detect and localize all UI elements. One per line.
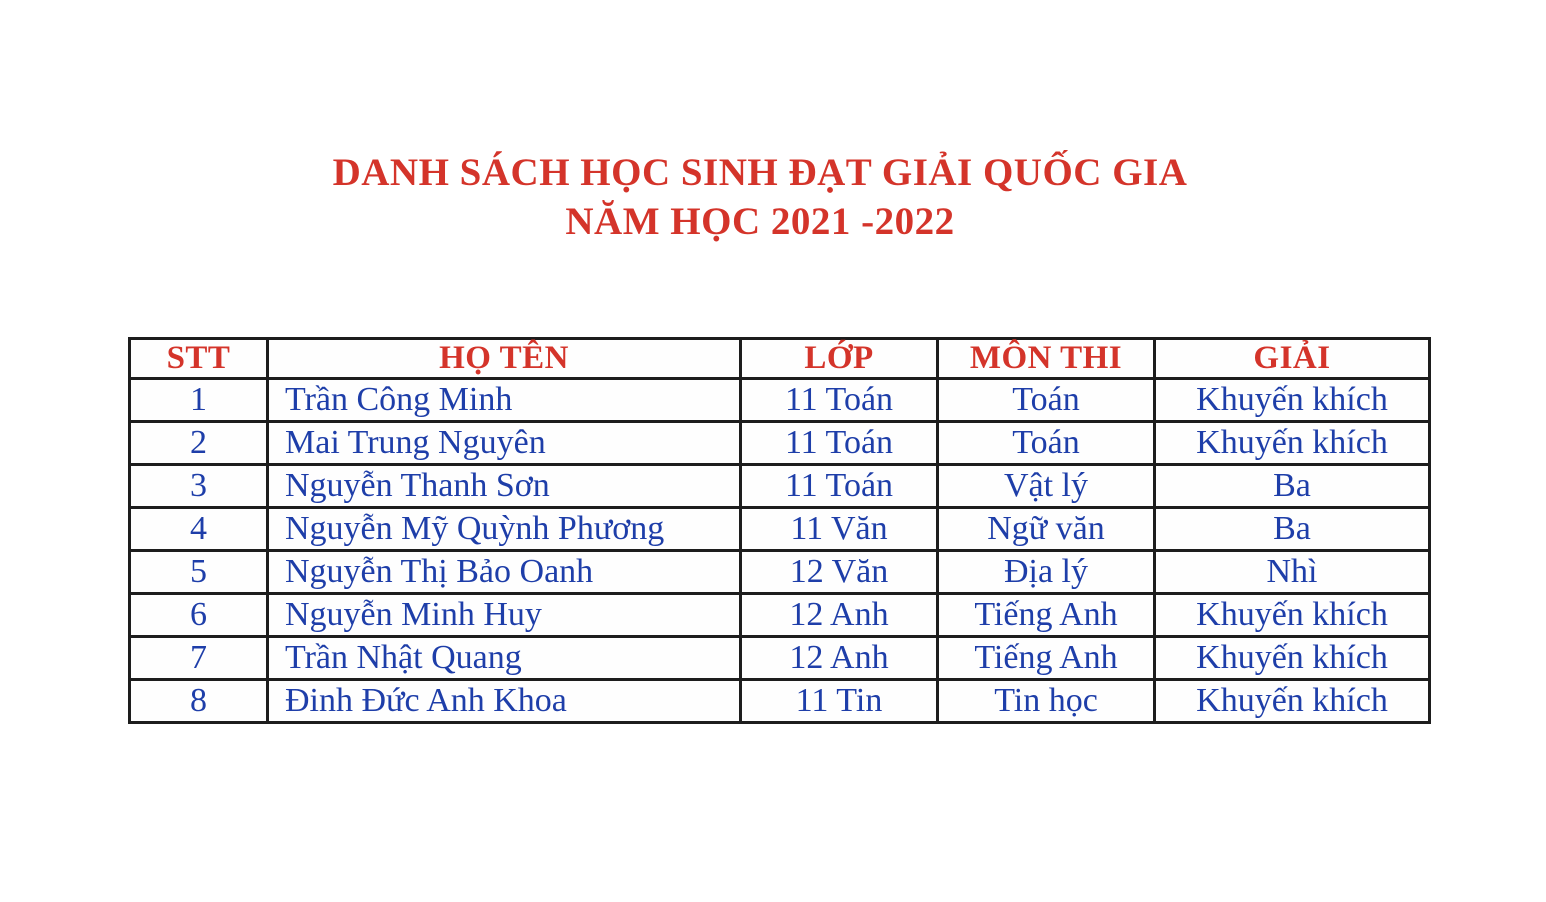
cell-name: Trần Nhật Quang [268,637,741,680]
cell-subject: Ngữ văn [938,508,1155,551]
cell-stt: 1 [130,379,268,422]
cell-prize: Khuyến khích [1155,379,1430,422]
cell-class: 11 Toán [741,379,938,422]
cell-stt: 2 [130,422,268,465]
cell-name: Đinh Đức Anh Khoa [268,680,741,723]
header-cell-stt: STT [130,339,268,379]
cell-subject: Toán [938,379,1155,422]
cell-class: 11 Toán [741,422,938,465]
cell-prize: Khuyến khích [1155,422,1430,465]
cell-prize: Khuyến khích [1155,680,1430,723]
cell-subject: Toán [938,422,1155,465]
cell-stt: 5 [130,551,268,594]
table-row [130,508,1430,551]
cell-stt: 4 [130,508,268,551]
table-row [130,465,1430,508]
header-cell-class: LỚP [741,339,938,379]
results-table [128,337,1431,724]
cell-prize: Nhì [1155,551,1430,594]
cell-name: Nguyễn Minh Huy [268,594,741,637]
cell-prize: Khuyến khích [1155,637,1430,680]
cell-subject: Tiếng Anh [938,594,1155,637]
cell-prize: Ba [1155,465,1430,508]
table-row [130,680,1430,723]
header-cell-prize: GIẢI [1155,339,1430,379]
cell-name: Nguyễn Thanh Sơn [268,465,741,508]
cell-class: 12 Anh [741,594,938,637]
table-row [130,637,1430,680]
header-cell-name: HỌ TÊN [268,339,741,379]
cell-class: 11 Văn [741,508,938,551]
cell-stt: 8 [130,680,268,723]
cell-name: Nguyễn Mỹ Quỳnh Phương [268,508,741,551]
cell-name: Nguyễn Thị Bảo Oanh [268,551,741,594]
cell-subject: Vật lý [938,465,1155,508]
cell-prize: Khuyến khích [1155,594,1430,637]
table-row [130,551,1430,594]
title-line-1: DANH SÁCH HỌC SINH ĐẠT GIẢI QUỐC GIA [332,151,1188,194]
cell-stt: 6 [130,594,268,637]
cell-class: 12 Văn [741,551,938,594]
cell-subject: Tin học [938,680,1155,723]
table-row [130,422,1430,465]
header-cell-subject: MÔN THI [938,339,1155,379]
table-row [130,379,1430,422]
cell-subject: Địa lý [938,551,1155,594]
cell-name: Mai Trung Nguyên [268,422,741,465]
cell-class: 12 Anh [741,637,938,680]
cell-stt: 7 [130,637,268,680]
table-row [130,594,1430,637]
cell-subject: Tiếng Anh [938,637,1155,680]
header-row [130,339,1430,379]
cell-class: 11 Tin [741,680,938,723]
cell-class: 11 Toán [741,465,938,508]
cell-name: Trần Công Minh [268,379,741,422]
cell-prize: Ba [1155,508,1430,551]
document-title [110,149,1410,247]
title-line-2: NĂM HỌC 2021 -2022 [565,199,955,243]
cell-stt: 3 [130,465,268,508]
